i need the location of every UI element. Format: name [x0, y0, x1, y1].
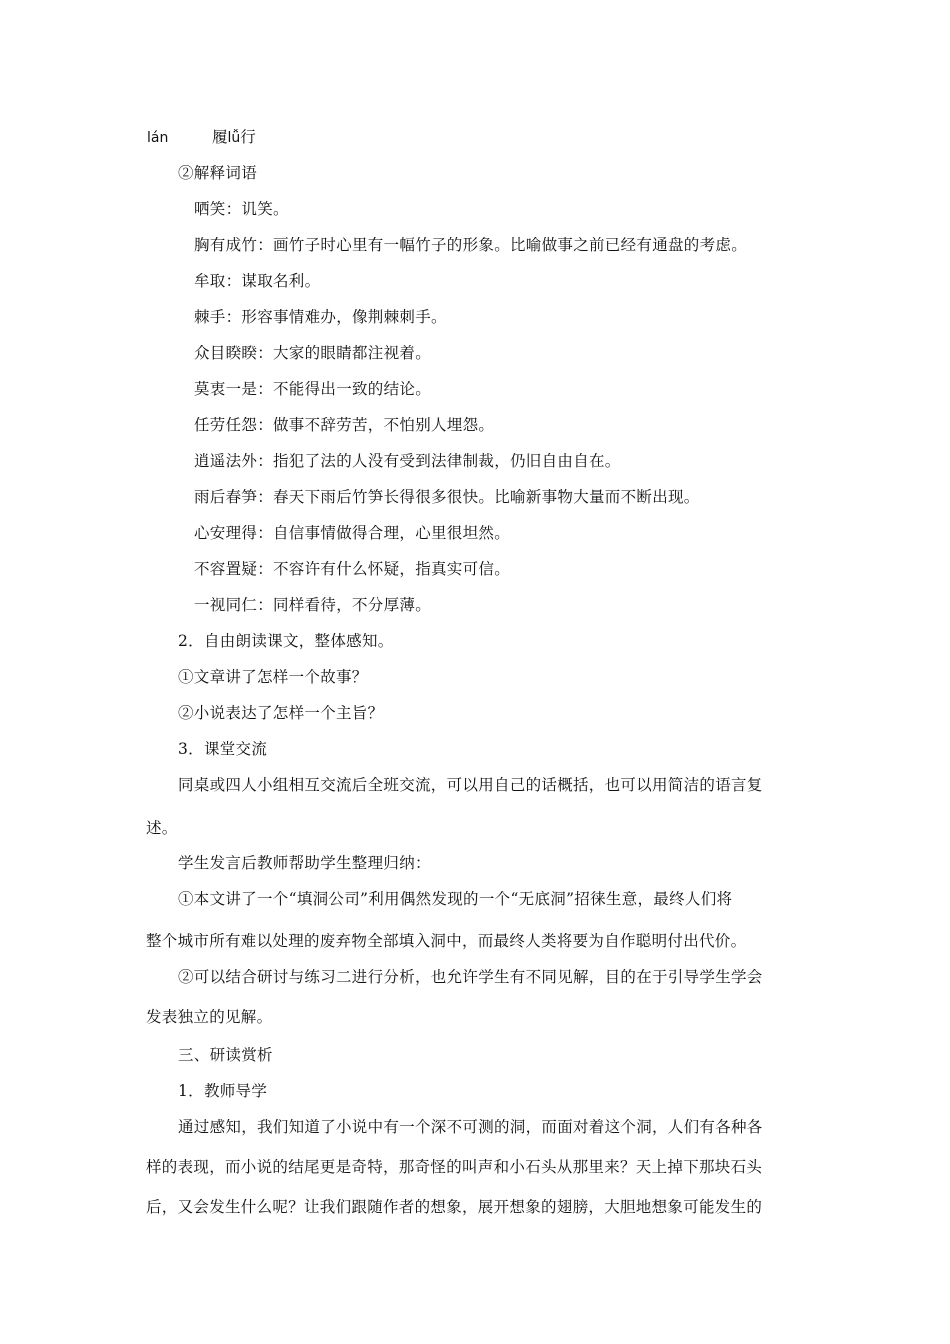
char-lv: 履 — [212, 128, 228, 146]
paragraph-line: 发表独立的见解。 — [146, 1008, 273, 1026]
paragraph-line: 学生发言后教师帮助学生整理归纳： — [178, 854, 431, 872]
definition-line: 胸有成竹：画竹子时心里有一幅竹子的形象。比喻做事之前已经有通盘的考虑。 — [194, 236, 748, 254]
pinyin-lv: lǚ — [227, 130, 241, 146]
definition-line: 逍遥法外：指犯了法的人没有受到法律制裁，仍旧自由自在。 — [194, 452, 621, 470]
question-line: ②小说表达了怎样一个主旨？ — [178, 704, 384, 722]
definition-line: 心安理得：自信事情做得合理，心里很坦然。 — [194, 524, 511, 542]
definition-line: 莫衷一是：不能得出一致的结论。 — [194, 380, 432, 398]
definition-line: 雨后春笋：春天下雨后竹笋长得很多很快。比喻新事物大量而不断出现。 — [194, 488, 700, 506]
definition-line: 任劳任怨：做事不辞劳苦，不怕别人埋怨。 — [194, 416, 495, 434]
definition-line: 哂笑：讥笑。 — [194, 200, 289, 218]
pinyin-annotation-line — [147, 127, 256, 148]
paragraph-line: 述。 — [146, 819, 178, 837]
definition-line: 棘手：形容事情难办，像荆棘刺手。 — [194, 308, 447, 326]
question-line: ①文章讲了怎样一个故事？ — [178, 668, 368, 686]
section-heading: 三、研读赏析 — [178, 1046, 273, 1064]
paragraph-line: 通过感知，我们知道了小说中有一个深不可测的洞，而面对着这个洞，人们有各种各 — [178, 1118, 763, 1136]
paragraph-line: ①本文讲了一个“填洞公司”利用偶然发现的一个“无底洞”招徕生意，最终人们将 — [178, 890, 733, 908]
paragraph-line: 样的表现，而小说的结尾更是奇特，那奇怪的叫声和小石头从那里来？天上掉下那块石头 — [146, 1158, 763, 1176]
char-xing: 行 — [240, 128, 256, 146]
paragraph-line: 后，又会发生什么呢？让我们跟随作者的想象，展开想象的翅膀，大胆地想象可能发生的 — [146, 1198, 763, 1216]
step-heading: 2．自由朗读课文，整体感知。 — [178, 632, 394, 650]
paragraph-line: ②可以结合研讨与练习二进行分析，也允许学生有不同见解，目的在于引导学生学会 — [178, 968, 763, 986]
definition-line: 牟取：谋取名利。 — [194, 272, 321, 290]
heading-explain-words: ②解释词语 — [178, 164, 258, 182]
paragraph-line: 整个城市所有难以处理的废弃物全部填入洞中，而最终人类将要为自作聪明付出代价。 — [146, 932, 747, 950]
definition-line: 众目睽睽：大家的眼睛都注视着。 — [194, 344, 432, 362]
definition-line: 不容置疑：不容许有什么怀疑，指真实可信。 — [194, 560, 511, 578]
definition-line: 一视同仁：同样看待，不分厚薄。 — [194, 596, 432, 614]
pinyin-lan: lán — [147, 130, 169, 146]
step-heading: 3．课堂交流 — [178, 740, 268, 758]
step-heading: 1．教师导学 — [178, 1082, 268, 1100]
paragraph-line: 同桌或四人小组相互交流后全班交流，可以用自己的话概括，也可以用简洁的语言复 — [178, 776, 763, 794]
